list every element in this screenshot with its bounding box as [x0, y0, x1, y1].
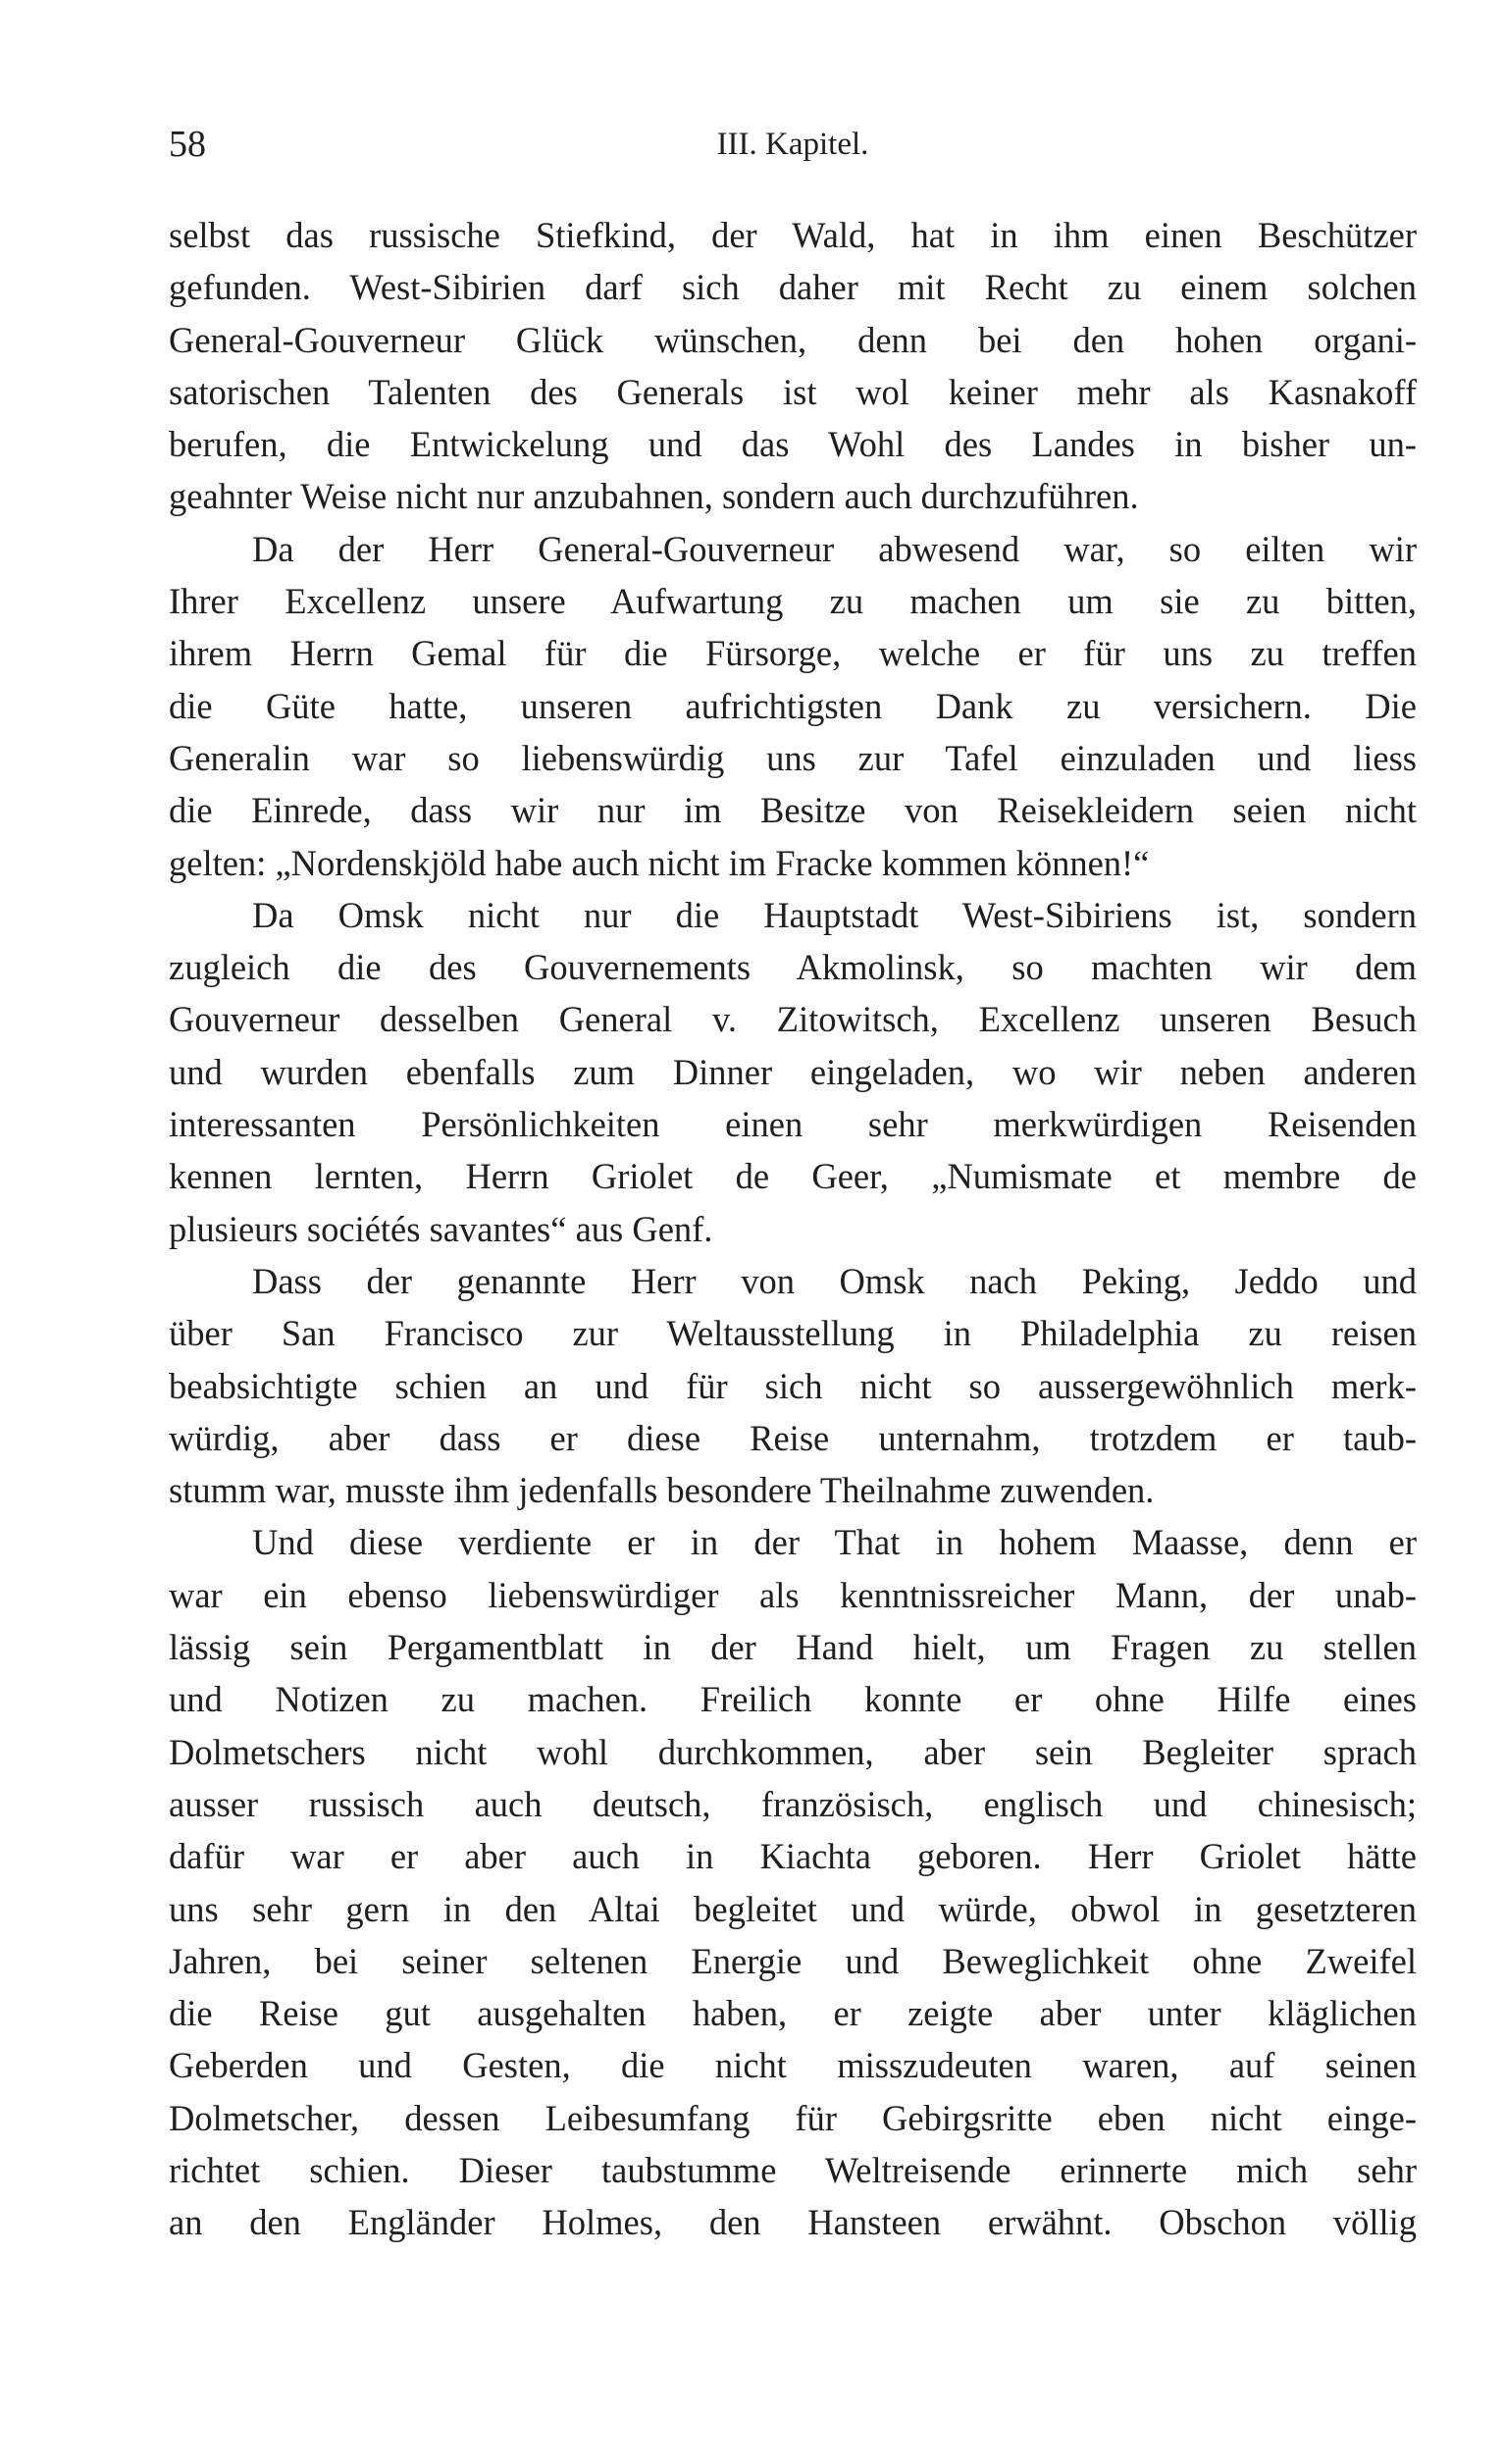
- text-line: Ihrer Excellenz unsere Aufwartung zu machen um sie zu bitten,: [169, 581, 1417, 622]
- text-line: die Güte hatte, unseren aufrichtigsten Dank zu versichern. Die: [169, 685, 1417, 726]
- text-line: ihrem Herrn Gemal für die Fürsorge, welche er für uns zu treffen: [169, 633, 1417, 674]
- text-line: über San Francisco zur Weltausstellung in Philadelphia zu reisen: [169, 1313, 1417, 1354]
- text-line: selbst das russische Stiefkind, der Wald, hat in ihm einen Beschützer: [169, 215, 1417, 255]
- text-line: und Notizen zu machen. Freilich konnte er ohne Hilfe eines: [169, 1679, 1417, 1720]
- text-line: würdig, aber dass er diese Reise unternahm, trotzdem er taub-: [169, 1417, 1417, 1458]
- text-line: Dolmetschers nicht wohl durchkommen, aber sein Begleiter sprach: [169, 1731, 1417, 1772]
- text-line: die Einrede, dass wir nur im Besitze von Reisekleidern seien nicht: [169, 790, 1417, 831]
- page-number: 58: [169, 124, 206, 165]
- text-line: berufen, die Entwickelung und das Wohl des Landes in bisher un-: [169, 424, 1417, 465]
- text-line: gelten: „Nordenskjöld habe auch nicht im Fracke kommen können!“: [169, 842, 1150, 883]
- text-line: Dolmetscher, dessen Leibesumfang für Gebirgsritte eben nicht einge-: [169, 2097, 1417, 2138]
- text-line: lässig sein Pergamentblatt in der Hand hielt, um Fragen zu stellen: [169, 1627, 1417, 1668]
- text-line: interessanten Persönlichkeiten einen sehr merkwürdigen Reisenden: [169, 1104, 1417, 1145]
- text-line: Geberden und Gesten, die nicht misszudeuten waren, auf seinen: [169, 2045, 1417, 2086]
- text-line: war ein ebenso liebenswürdiger als kenntnissreicher Mann, der unab-: [169, 1574, 1417, 1615]
- body-text: [169, 209, 1417, 2249]
- text-line: gefunden. West-Sibirien darf sich daher mit Recht zu einem solchen: [169, 267, 1417, 308]
- text-line: Da der Herr General-Gouverneur abwesend war, so eilten wir: [252, 528, 1417, 569]
- chapter-heading: III. Kapitel.: [716, 127, 869, 162]
- text-line: Generalin war so liebenswürdig uns zur Tafel einzuladen und liess: [169, 737, 1417, 778]
- text-line: Da Omsk nicht nur die Hauptstadt West-Sibiriens ist, sondern: [252, 894, 1417, 935]
- text-line: Dass der genannte Herr von Omsk nach Peking, Jeddo und: [252, 1260, 1417, 1301]
- text-line: Gouverneur desselben General v. Zitowitsch, Excellenz unseren Besuch: [169, 999, 1417, 1040]
- text-line: beabsichtigte schien an und für sich nicht so aussergewöhnlich merk-: [169, 1365, 1417, 1406]
- text-line: satorischen Talenten des Generals ist wol keiner mehr als Kasnakoff: [169, 371, 1417, 412]
- text-line: dafür war er aber auch in Kiachta geboren. Herr Griolet hätte: [169, 1836, 1417, 1877]
- text-line: ausser russisch auch deutsch, französisch, englisch und chinesisch;: [169, 1783, 1417, 1824]
- text-line: plusieurs sociétés savantes“ aus Genf.: [169, 1208, 713, 1249]
- text-line: uns sehr gern in den Altai begleitet und würde, obwol in gesetzteren: [169, 1888, 1417, 1929]
- text-line: die Reise gut ausgehalten haben, er zeigte aber unter kläglichen: [169, 1993, 1417, 2034]
- text-line: und wurden ebenfalls zum Dinner eingeladen, wo wir neben anderen: [169, 1051, 1417, 1092]
- page-header: [169, 120, 1417, 169]
- text-line: geahnter Weise nicht nur anzubahnen, sondern auch durchzuführen.: [169, 476, 1139, 517]
- text-line: Und diese verdiente er in der That in hohem Maasse, denn er: [252, 1522, 1417, 1563]
- text-line: kennen lernten, Herrn Griolet de Geer, „Numismate et membre de: [169, 1156, 1417, 1197]
- text-line: richtet schien. Dieser taubstumme Weltreisende erinnerte mich sehr: [169, 2149, 1417, 2190]
- text-line: an den Engländer Holmes, den Hansteen erwähnt. Obschon völlig: [169, 2202, 1417, 2243]
- text-line: stumm war, musste ihm jedenfalls besondere Theilnahme zuwenden.: [169, 1470, 1155, 1511]
- text-line: zugleich die des Gouvernements Akmolinsk, so machten wir dem: [169, 947, 1417, 988]
- text-line: General-Gouverneur Glück wünschen, denn bei den hohen organi-: [169, 319, 1417, 360]
- text-line: Jahren, bei seiner seltenen Energie und Beweglichkeit ohne Zweifel: [169, 1940, 1417, 1981]
